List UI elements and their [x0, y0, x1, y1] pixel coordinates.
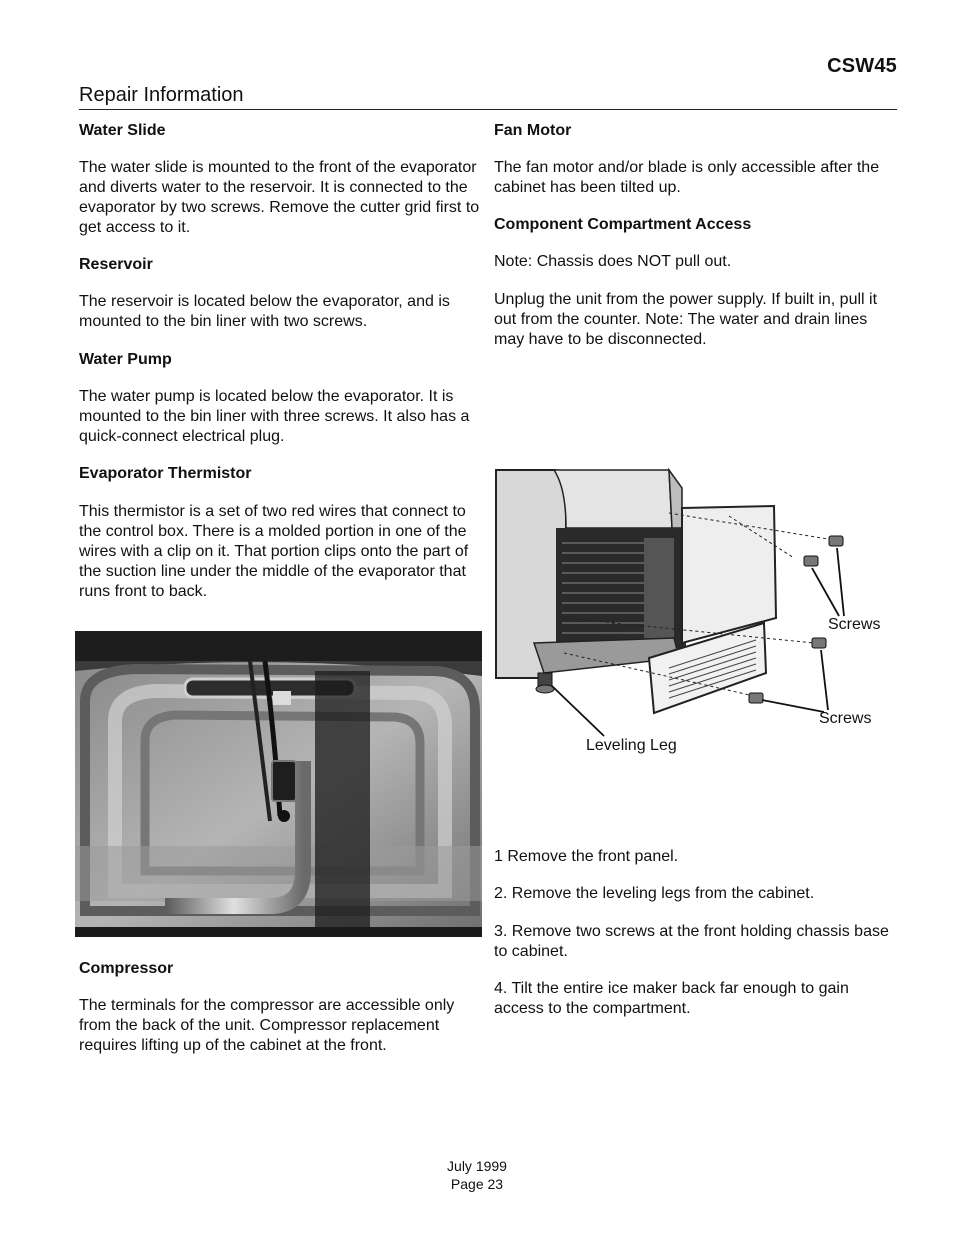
section-title: Repair Information	[79, 84, 244, 106]
step-4: 4. Tilt the entire ice maker back far enough to gain access to the compartment.	[494, 980, 849, 1017]
evaporator-photo-svg	[75, 631, 482, 937]
water-pump-text: The water pump is located below the evaporator. It is mounted to the bin liner with three screws. It also has a quick-connect electrical plug.	[79, 388, 470, 445]
reservoir-heading: Reservoir	[79, 256, 153, 273]
step-3: 3. Remove two screws at the front holding chassis base to cabinet.	[494, 923, 889, 960]
evaporator-photo	[75, 631, 482, 937]
left-column	[79, 0, 484, 1235]
water-slide-text: The water slide is mounted to the front of the evaporator and diverts water to the reservoir. It is connected to the evaporator by two screws. Remove the cutter grid first to get access to it.	[79, 159, 480, 236]
footer-date: July 1999	[447, 1158, 507, 1174]
reservoir-text: The reservoir is located below the evaporator, and is mounted to the bin liner with two screws.	[79, 293, 450, 330]
leveling-leg-label: Leveling Leg	[586, 737, 677, 754]
fan-motor-heading: Fan Motor	[494, 122, 572, 139]
unplug-instructions: Unplug the unit from the power supply. If built in, pull it out from the counter. Note: The water and drain lines may have to be disconnected.	[494, 291, 878, 348]
water-pump-heading: Water Pump	[79, 351, 172, 368]
step-1: 1 Remove the front panel.	[494, 848, 679, 865]
front-panel-diagram	[494, 468, 894, 768]
evaporator-thermistor-text: This thermistor is a set of two red wires that connect to the control box. There is a molded portion in one of the wires with a clip on it. That portion clips onto the part of the suction line under the middle of the evaporator that runs front to back.	[79, 503, 469, 600]
fan-motor-text: The fan motor and/or blade is only accessible after the cabinet has been tilted up.	[494, 159, 880, 196]
screws-label-bottom: Screws	[819, 710, 872, 727]
model-number: CSW45	[827, 55, 897, 77]
component-access-heading: Component Compartment Access	[494, 216, 752, 233]
evaporator-thermistor-heading: Evaporator Thermistor	[79, 465, 252, 482]
compressor-text: The terminals for the compressor are accessible only from the back of the unit. Compressor replacement requires lifting up of the cabinet at the front.	[79, 997, 455, 1054]
step-2: 2. Remove the leveling legs from the cabinet.	[494, 885, 815, 902]
screws-label-top: Screws	[828, 616, 881, 633]
compressor-heading: Compressor	[79, 960, 174, 977]
footer-page-number: Page 23	[450, 1176, 504, 1192]
water-slide-heading: Water Slide	[79, 122, 166, 139]
chassis-note: Note: Chassis does NOT pull out.	[494, 253, 732, 270]
